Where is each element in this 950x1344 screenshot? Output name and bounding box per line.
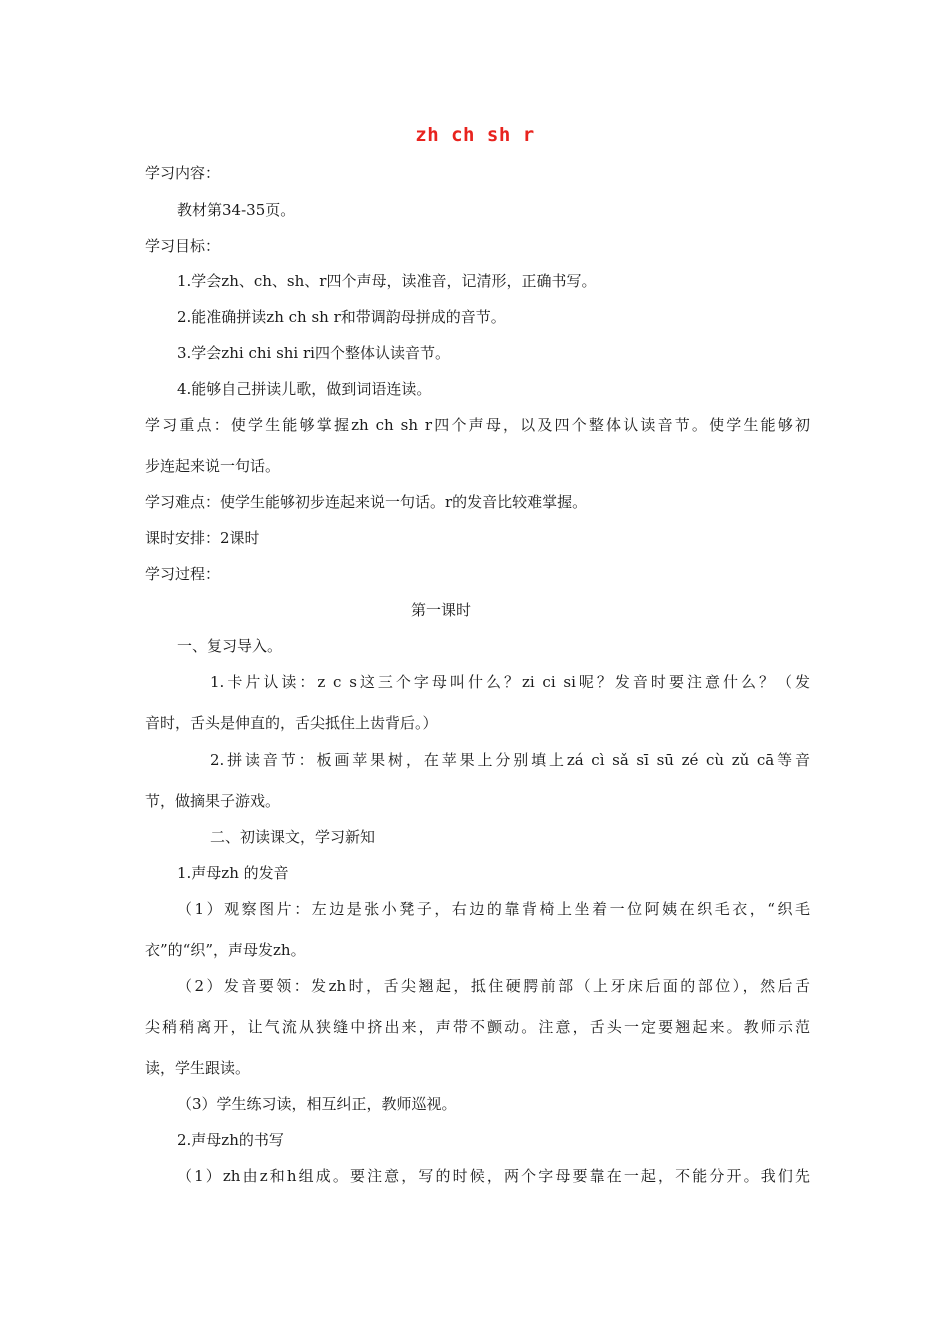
paragraph-cont: 衣”的“织”，声母发zh。 [145,941,306,959]
paragraph: （1）zh由z和h组成。要注意，写的时候，两个字母要靠在一起，不能分开。我们先 [177,1167,810,1185]
paragraph: （1）观察图片：左边是张小凳子，右边的靠背椅上坐着一位阿姨在织毛衣，“织毛 [177,900,810,918]
section-heading: 二、初读课文，学习新知 [210,828,376,846]
key-points-cont: 步连起来说一句话。 [145,457,281,475]
paragraph-cont: 尖稍稍离开，让气流从狭缝中挤出来，声带不颤动。注意，舌头一定要翘起来。教师示范 [145,1018,810,1036]
paragraph-cont: 节，做摘果子游戏。 [145,792,281,810]
key-points: 学习重点：使学生能够掌握zh ch sh r四个声母，以及四个整体认读音节。使学生能够初 [145,416,810,434]
difficulties: 学习难点：使学生能够初步连起来说一句话。r的发音比较难掌握。 [145,493,588,511]
paragraph: （3）学生练习读，相互纠正，教师巡视。 [177,1095,457,1113]
heading-goals: 学习目标： [145,237,221,255]
subsection-heading: 1.声母zh 的发音 [177,864,289,882]
section-heading: 一、复习导入。 [177,637,283,655]
paragraph-cont: 读，学生跟读。 [145,1059,251,1077]
goal-item: 3.学会zhi chi shi ri四个整体认读音节。 [177,344,450,362]
document-title: zh ch sh r [415,124,535,146]
schedule: 课时安排：2课时 [145,529,260,547]
paragraph: 2.拼读音节：板画苹果树，在苹果上分别填上zá cì sǎ sī sū zé cù zǔ cā等音 [210,751,810,769]
lesson-heading: 第一课时 [410,601,471,619]
subsection-heading: 2.声母zh的书写 [177,1131,284,1149]
paragraph: （2）发音要领：发zh时，舌尖翘起，抵住硬腭前部（上牙床后面的部位），然后舌 [177,977,810,995]
paragraph-cont: 音时，舌头是伸直的，舌尖抵住上齿背后。） [145,714,438,732]
paragraph: 1.卡片认读：z c s这三个字母叫什么？zi ci si呢？发音时要注意什么？（发 [210,673,810,691]
goal-item: 1.学会zh、ch、sh、r四个声母，读准音，记清形，正确书写。 [177,272,597,290]
paragraph: 教材第34-35页。 [177,201,296,219]
heading-content: 学习内容： [145,164,221,182]
goal-item: 4.能够自己拼读儿歌，做到词语连读。 [177,380,432,398]
heading-process: 学习过程： [145,565,221,583]
goal-item: 2.能准确拼读zh ch sh r和带调韵母拼成的音节。 [177,308,506,326]
